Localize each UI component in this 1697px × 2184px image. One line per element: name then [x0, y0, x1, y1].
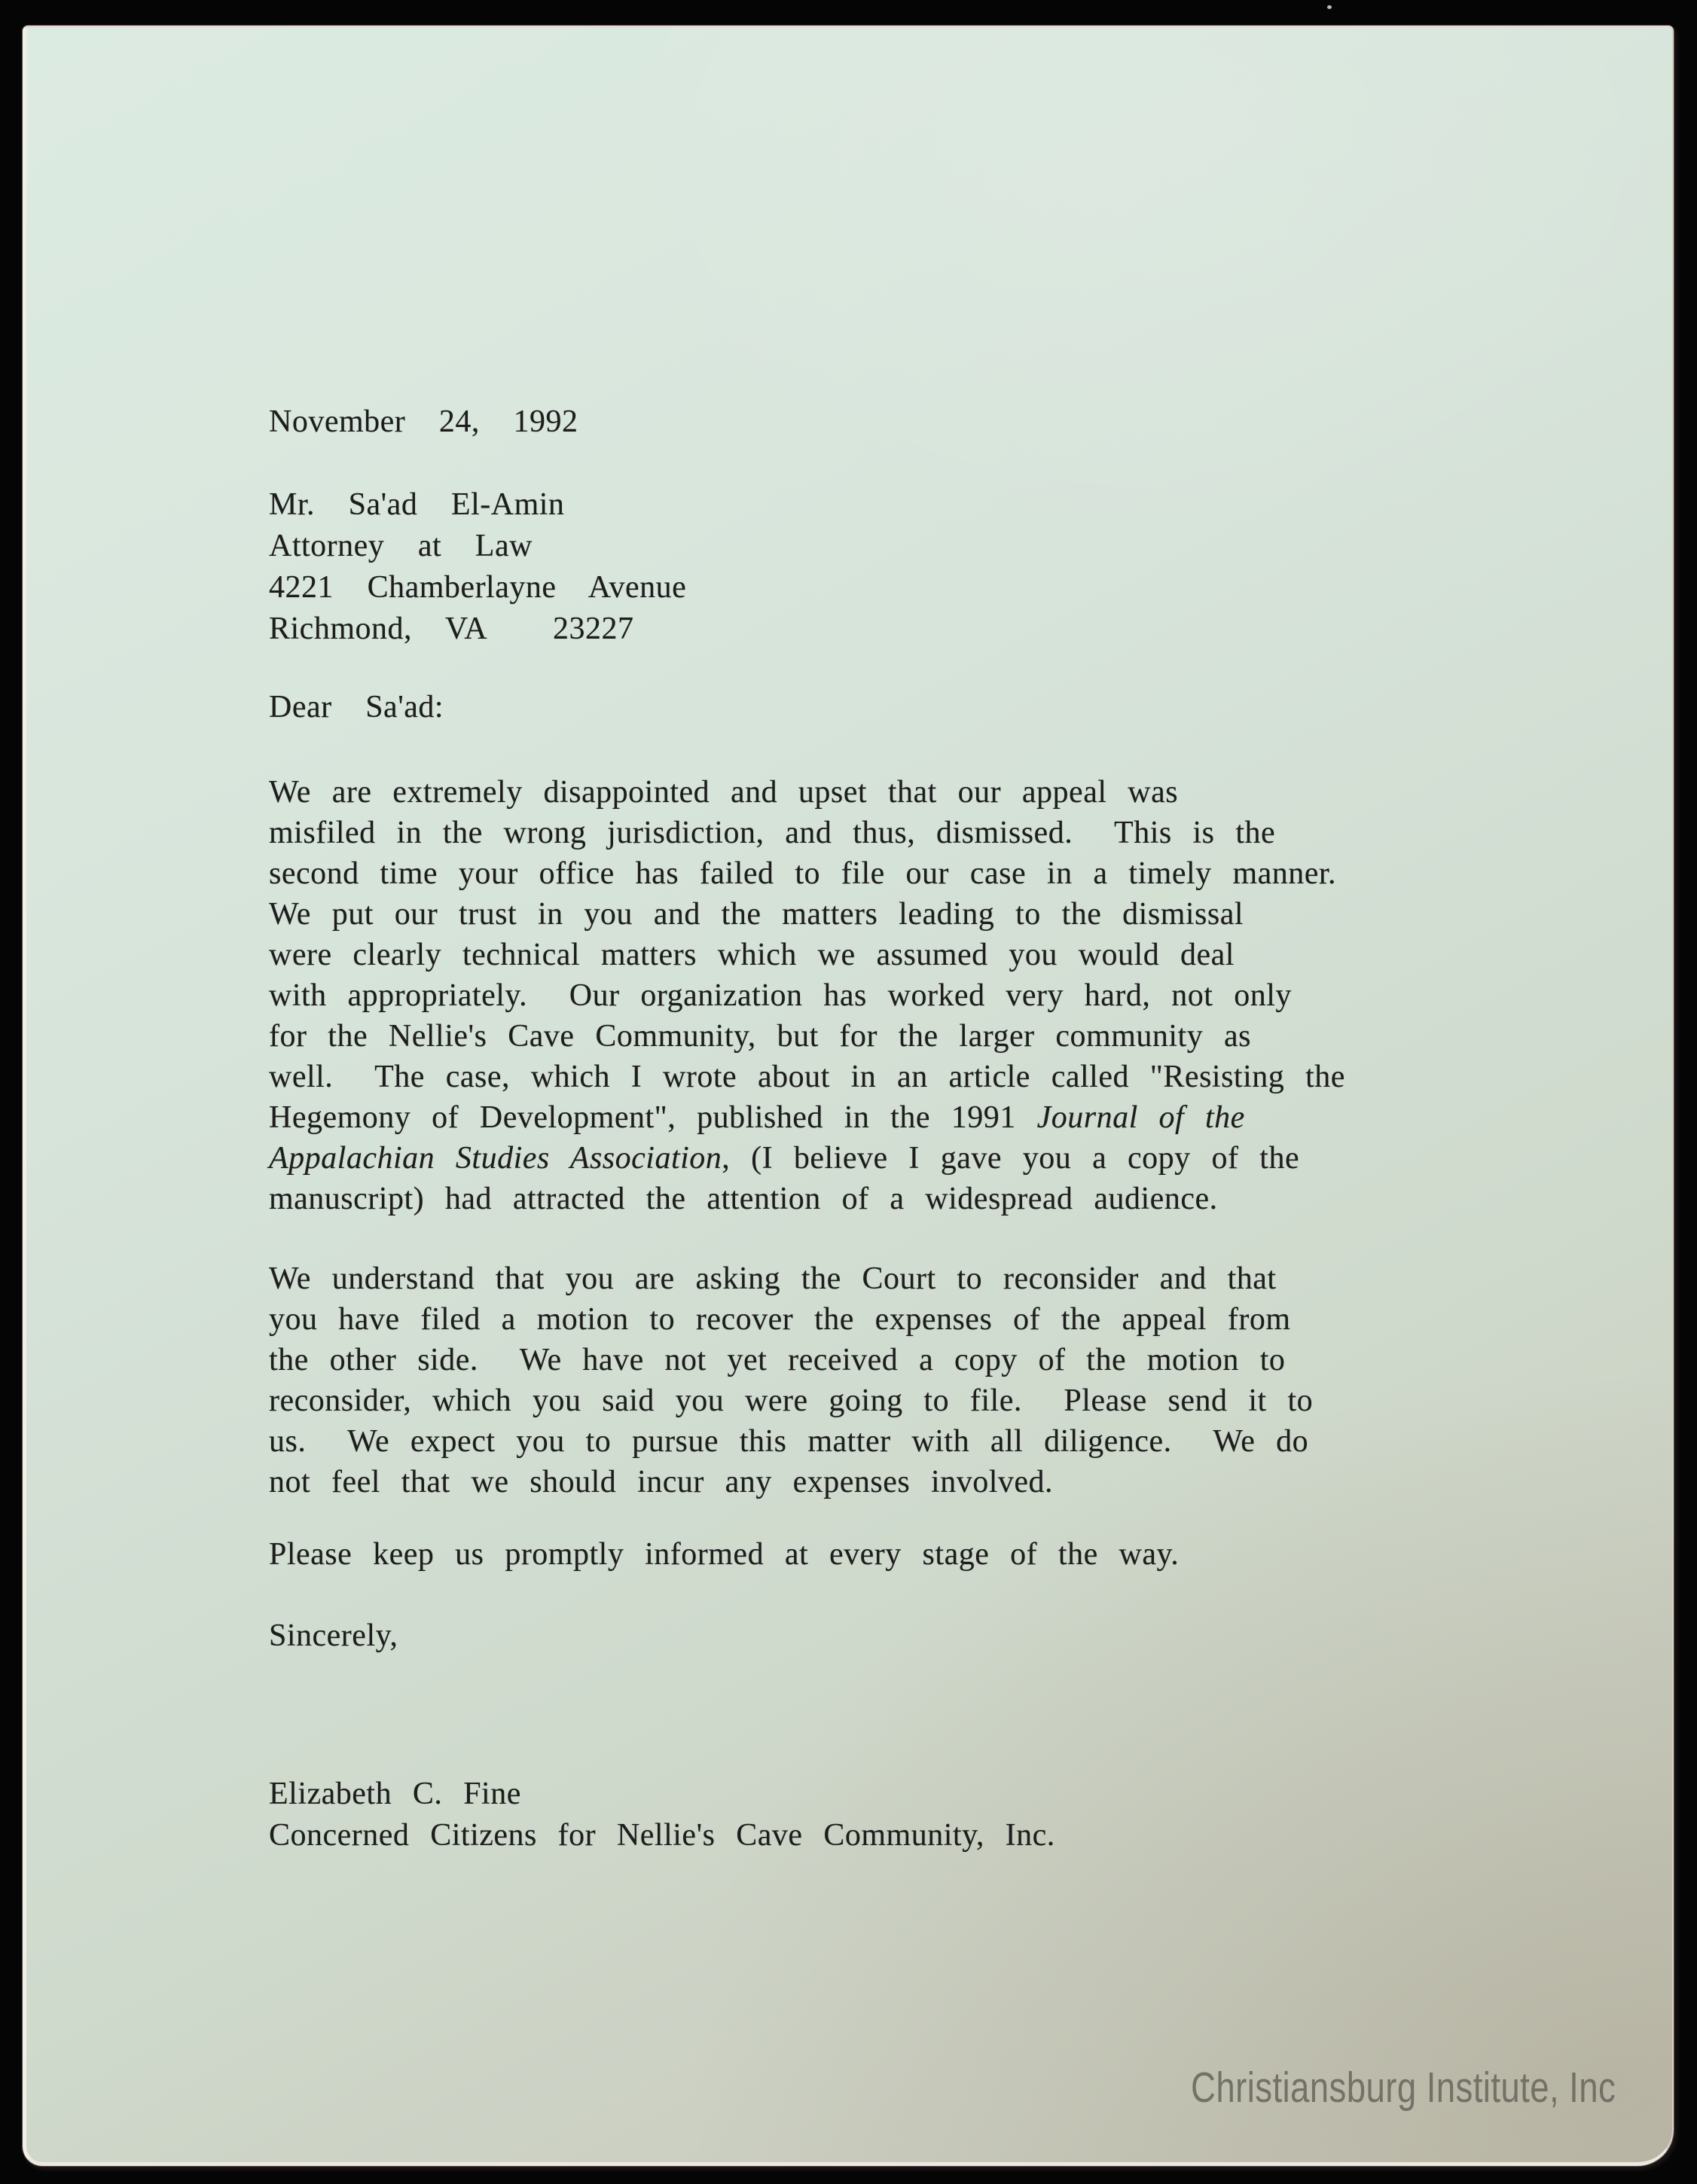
paragraph-line: second time your office has failed to file our case in a timely manner. — [269, 856, 1337, 891]
letter-page — [23, 26, 1674, 2166]
paragraph-line: misfiled in the wrong jurisdiction, and thus, dismissed. This is the — [269, 816, 1276, 850]
signer-name: Elizabeth C. Fine — [269, 1777, 521, 1811]
paragraph-line: were clearly technical matters which we assumed you would deal — [269, 938, 1235, 972]
recipient-title: Attorney at Law — [269, 529, 533, 563]
paragraph-line: We are extremely disappointed and upset that our appeal was — [269, 775, 1179, 810]
paragraph-line: us. We expect you to pursue this matter with all diligence. We do — [269, 1424, 1309, 1459]
archive-watermark: Christiansburg Institute, Inc — [1190, 2064, 1616, 2112]
recipient-address-block — [269, 484, 1474, 650]
closing: Sincerely, — [269, 1618, 398, 1653]
paragraph-line: for the Nellie's Cave Community, but for the larger community as — [269, 1019, 1251, 1054]
salutation: Dear Sa'ad: — [269, 690, 444, 724]
paragraph-line: Please keep us promptly informed at every stage of the way. — [269, 1537, 1180, 1572]
paragraph-line: the other side. We have not yet received a copy of the motion to — [269, 1343, 1286, 1377]
journal-title-italic: Journal of the — [1036, 1100, 1245, 1135]
paragraph-line-with-journal-title — [269, 1138, 1474, 1179]
journal-title-italic: Appalachian Studies Association — [269, 1141, 722, 1176]
closing-block — [269, 1615, 1474, 1656]
paragraph-line: well. The case, which I wrote about in an article called "Resisting the — [269, 1060, 1345, 1094]
paragraph-line-with-journal-title — [269, 1097, 1474, 1138]
signature-block — [269, 1774, 1474, 1856]
paragraph-line: We put our trust in you and the matters leading to the dismissal — [269, 897, 1244, 932]
recipient-name: Mr. Sa'ad El-Amin — [269, 487, 565, 522]
paragraph-text: Hegemony of Development", published in the 1991 — [269, 1100, 1037, 1135]
paragraph-line: not feel that we should incur any expenses involved. — [269, 1465, 1054, 1499]
signer-organization: Concerned Citizens for Nellie's Cave Community, Inc. — [269, 1818, 1055, 1853]
paragraph-line: We understand that you are asking the Court to reconsider and that — [269, 1261, 1277, 1296]
paragraph-line: reconsider, which you said you were going to file. Please send it to — [269, 1383, 1314, 1418]
letter-date-block — [269, 401, 1474, 442]
paragraph-2 — [269, 1258, 1474, 1502]
paragraph-line: manuscript) had attracted the attention of a widespread audience. — [269, 1182, 1218, 1216]
paragraph-1 — [269, 772, 1474, 1219]
recipient-city: Richmond, VA 23227 — [269, 612, 634, 646]
recipient-street: 4221 Chamberlayne Avenue — [269, 570, 687, 605]
letter-date: November 24, 1992 — [269, 404, 578, 439]
paragraph-3 — [269, 1534, 1474, 1575]
paragraph-line: with appropriately. Our organization has worked very hard, not only — [269, 978, 1292, 1013]
dust-speck — [1327, 5, 1332, 9]
paragraph-text: , (I believe I gave you a copy of the — [722, 1141, 1300, 1176]
salutation-block — [269, 687, 1474, 727]
paragraph-line: you have filed a motion to recover the expenses of the appeal from — [269, 1302, 1291, 1337]
